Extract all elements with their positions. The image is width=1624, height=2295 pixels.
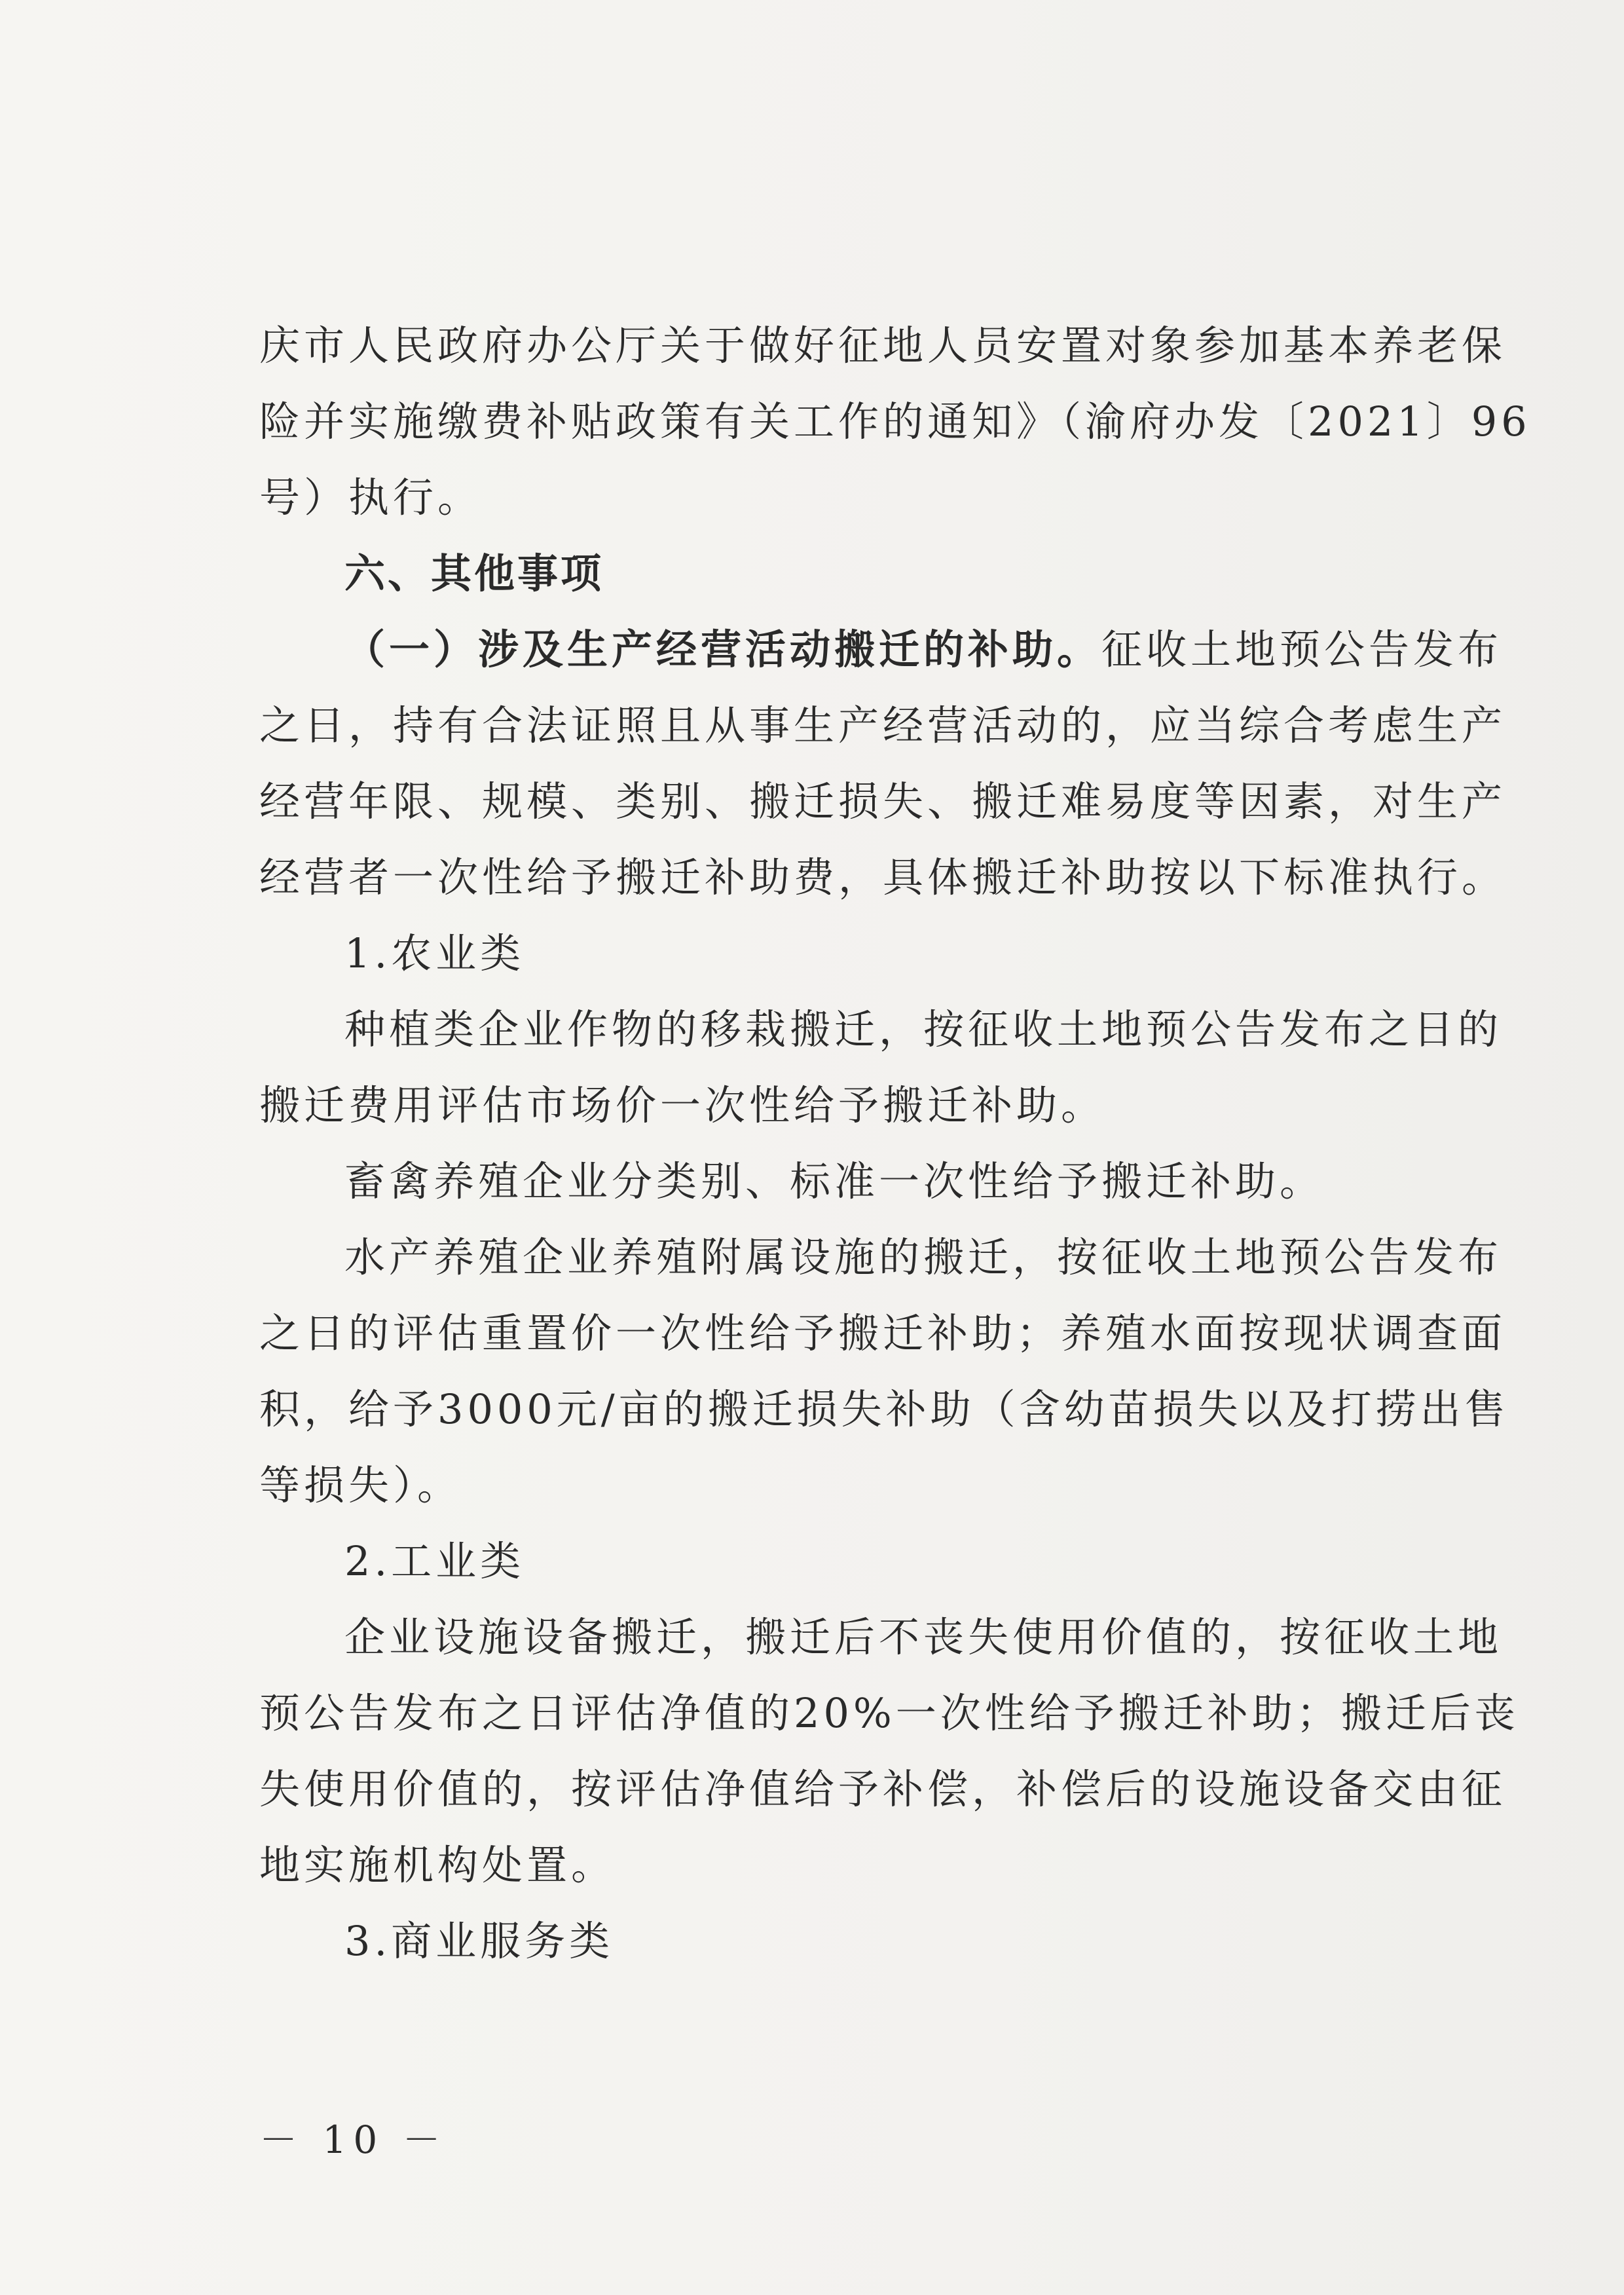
text-line: 失使用价值的，按评估净值给予补偿，补偿后的设施设备交由征 [259, 1765, 1507, 1813]
sub-heading-rest: 征收土地预公告发布 [1101, 625, 1503, 673]
text-line: 之日的评估重置价一次性给予搬迁补助；养殖水面按现状调查面 [259, 1309, 1507, 1357]
text-line: 经营者一次性给予搬迁补助费，具体搬迁补助按以下标准执行。 [259, 853, 1507, 901]
item-title-commerce: 3.商业服务类 [344, 1917, 614, 1965]
text-line: 之日，持有合法证照且从事生产经营活动的，应当综合考虑生产 [259, 701, 1507, 749]
text-line: 经营年限、规模、类别、搬迁损失、搬迁难易度等因素，对生产 [259, 777, 1507, 825]
text-line: 搬迁费用评估市场价一次性给予搬迁补助。 [259, 1081, 1106, 1129]
text-line: 种植类企业作物的移栽搬迁，按征收土地预公告发布之日的 [344, 1005, 1503, 1053]
text-line: 畜禽养殖企业分类别、标准一次性给予搬迁补助。 [344, 1157, 1325, 1205]
page-number: － 10 － [259, 2118, 447, 2162]
text-line: 等损失）。 [259, 1461, 462, 1509]
body-text [259, 308, 1531, 1979]
item-title-agriculture: 1.农业类 [344, 929, 525, 977]
text-line: 庆市人民政府办公厅关于做好征地人员安置对象参加基本养老保 [259, 322, 1507, 369]
sub-heading-line [259, 612, 1503, 688]
text-line: 预公告发布之日评估净值的20%一次性给予搬迁补助；搬迁后丧 [259, 1689, 1519, 1737]
sub-heading-lead: （一）涉及生产经营活动搬迁的补助。 [344, 625, 1102, 673]
section-heading: 六、其他事项 [344, 550, 604, 597]
text-line: 险并实施缴费补贴政策有关工作的通知》（渝府办发〔2021〕96 [259, 398, 1531, 445]
item-title-industry: 2.工业类 [344, 1537, 525, 1585]
text-line: 号）执行。 [259, 474, 483, 521]
text-line: 地实施机构处置。 [259, 1841, 616, 1889]
text-line: 积，给予3000元/亩的搬迁损失补助（含幼苗损失以及打捞出售 [259, 1385, 1509, 1433]
text-line: 水产养殖企业养殖附属设施的搬迁，按征收土地预公告发布 [344, 1233, 1503, 1281]
text-line: 企业设施设备搬迁，搬迁后不丧失使用价值的，按征收土地 [344, 1613, 1503, 1661]
